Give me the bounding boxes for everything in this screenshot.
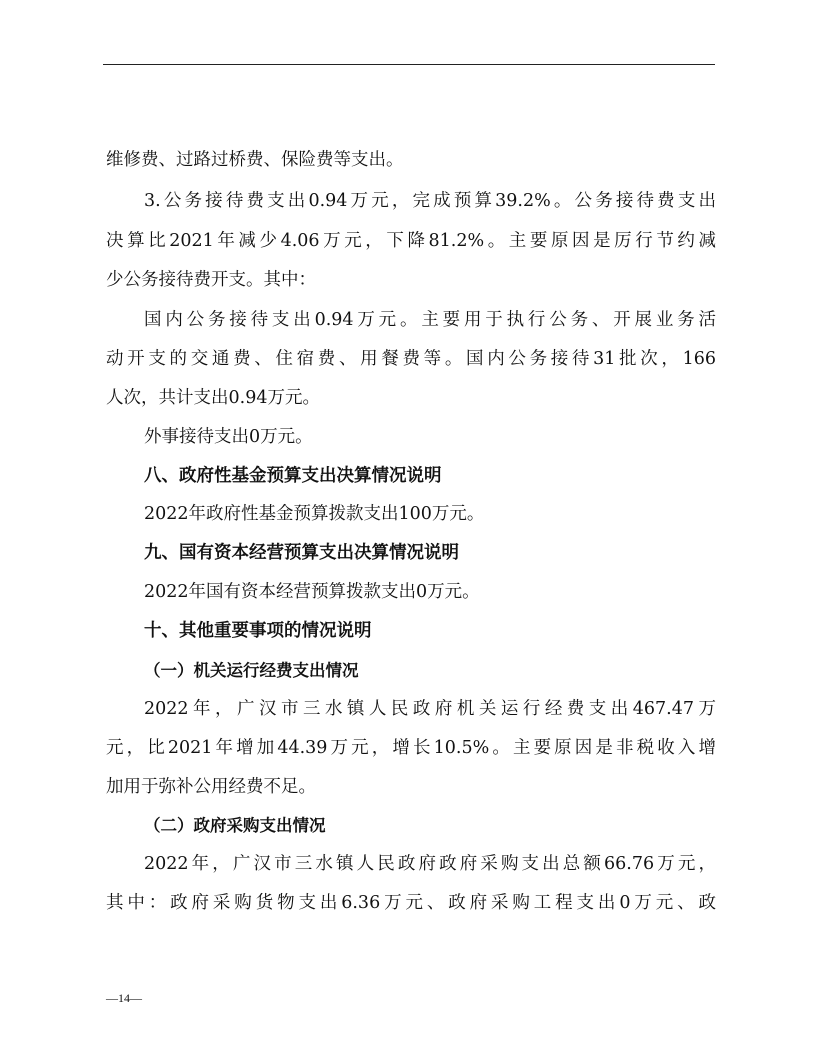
header-rule <box>103 64 715 65</box>
page-number: —14— <box>106 991 142 1005</box>
section-heading: 八、政府性基金预算支出决算情况说明 <box>144 466 442 486</box>
text-line: 2022年，广汉市三水镇人民政府机关运行经费支出467.47万 <box>144 699 716 719</box>
section-heading: 九、国有资本经营预算支出决算情况说明 <box>144 543 459 563</box>
text-line: 维修费、过路过桥费、保险费等支出。 <box>106 150 404 170</box>
text-line: 少公务接待费开支。其中： <box>106 270 316 290</box>
text-line: 其中：政府采购货物支出6.36万元、政府采购工程支出0万元、政 <box>106 893 716 913</box>
text-line: 元，比2021年增加44.39万元，增长10.5%。主要原因是非税收入增 <box>106 738 716 758</box>
text-line: 国内公务接待支出0.94万元。主要用于执行公务、开展业务活 <box>144 310 716 330</box>
subsection-heading: （一）机关运行经费支出情况 <box>144 661 359 680</box>
text-line: 2022年政府性基金预算拨款支出100万元。 <box>144 504 485 524</box>
text-line: 2022年，广汉市三水镇人民政府政府采购支出总额66.76万元， <box>144 854 716 874</box>
text-line: 决算比2021年减少4.06万元，下降81.2%。主要原因是厉行节约减 <box>106 231 716 251</box>
text-line: 动开支的交通费、住宿费、用餐费等。国内公务接待31批次，166 <box>106 349 716 369</box>
text-line: 外事接待支出0万元。 <box>144 427 313 447</box>
text-line: 加用于弥补公用经费不足。 <box>106 777 316 797</box>
text-line: 3.公务接待费支出0.94万元，完成预算39.2%。公务接待费支出 <box>144 191 716 211</box>
text-line: 2022年国有资本经营预算拨款支出0万元。 <box>144 582 480 602</box>
section-heading: 十、其他重要事项的情况说明 <box>144 621 372 641</box>
text-line: 人次，共计支出0.94万元。 <box>106 388 320 408</box>
subsection-heading: （二）政府采购支出情况 <box>144 816 326 835</box>
